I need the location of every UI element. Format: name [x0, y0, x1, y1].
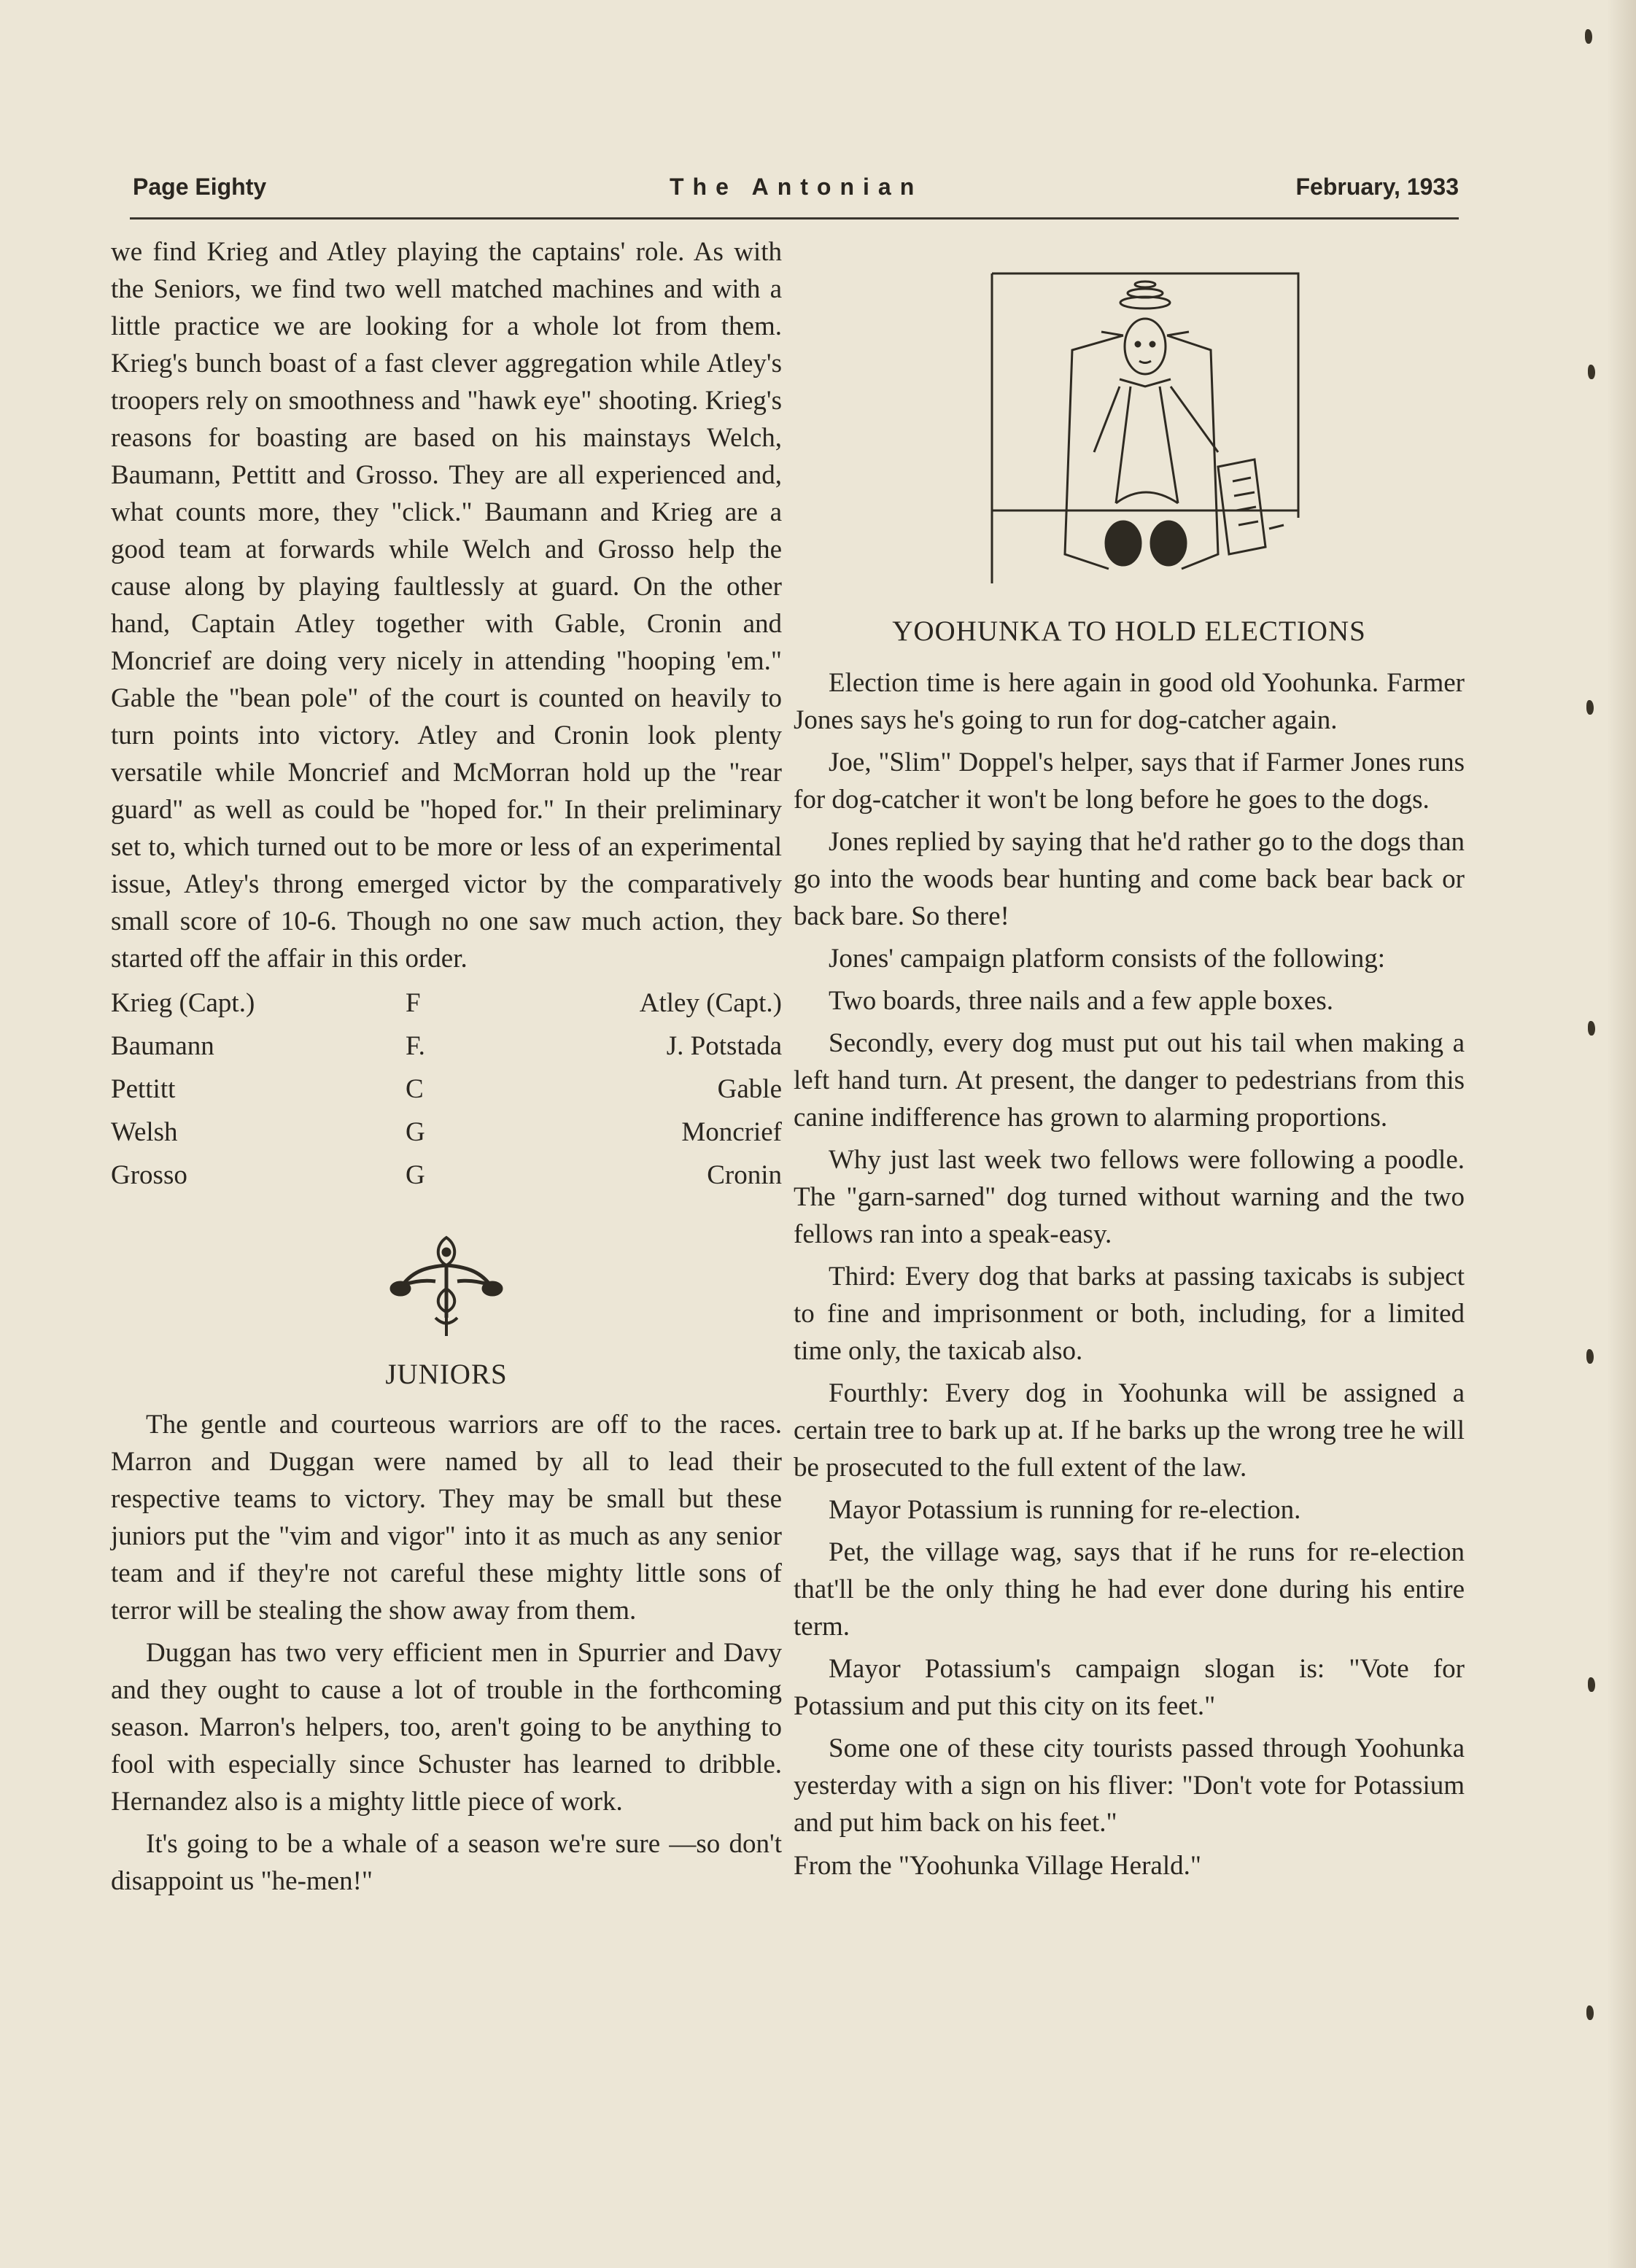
- page-edge-mark: [1586, 700, 1594, 715]
- elections-paragraph: Jones replied by saying that he'd rather go to the dogs than go into the woods bear hunting and come back bear back or back bare. So there!: [794, 827, 1465, 931]
- lineup-position: C: [406, 1074, 424, 1104]
- elections-paragraph: Joe, "Slim" Doppel's helper, says that if Farmer Jones runs for dog-catcher it won't be long before he goes to the dogs.: [794, 747, 1465, 815]
- lineup-table: [111, 982, 782, 1197]
- elections-paragraph: Two boards, three nails and a few apple boxes.: [829, 986, 1333, 1016]
- page-number: Page Eighty: [133, 174, 267, 200]
- lineup-left-player: Grosso: [111, 1160, 187, 1190]
- page-edge-mark: [1585, 29, 1592, 44]
- elections-paragraph: Election time is here again in good old Yoohunka. Farmer Jones says he's going to run for dog-catcher again.: [794, 668, 1465, 735]
- left-column: [111, 233, 782, 1900]
- elections-heading: YOOHUNKA TO HOLD ELECTIONS: [892, 615, 1366, 647]
- lineup-right-player: Moncrief: [681, 1117, 782, 1147]
- juniors-heading: JUNIORS: [385, 1359, 508, 1390]
- page-edge-mark: [1588, 365, 1595, 379]
- juniors-paragraph: Duggan has two very efficient men in Spurrier and Davy and they ought to cause a lot of trouble in the forthcoming season. Marron's helpers, too, aren't going to be anything to fool with especially since Schuster has learned to dribble. Hernandez also is a mighty little piece of work.: [111, 1638, 782, 1817]
- lineup-right-player: Cronin: [707, 1160, 782, 1190]
- floral-ornament: [384, 1230, 508, 1340]
- lineup-left-player: Welsh: [111, 1117, 178, 1147]
- elections-paragraph: Fourthly: Every dog in Yoohunka will be assigned a certain tree to bark up at. If he barks up the wrong tree he will be prosecuted to the full extent of the law.: [794, 1378, 1465, 1483]
- elections-paragraph: Pet, the village wag, says that if he runs for re-election that'll be the only thing he had ever done during his entire term.: [794, 1537, 1465, 1642]
- elections-paragraph: Third: Every dog that barks at passing taxicabs is subject to fine and imprisonment or both, including, for a limited time only, the taxicab also.: [794, 1262, 1465, 1366]
- lineup-right-player: J. Potstada: [666, 1031, 782, 1061]
- lineup-position: G: [406, 1160, 425, 1190]
- lineup-left-player: Krieg (Capt.): [111, 988, 255, 1018]
- page-edge-mark: [1586, 2005, 1594, 2020]
- juniors-paragraph: It's going to be a whale of a season we're sure —so don't disappoint us "he-men!": [111, 1829, 782, 1896]
- cartoon-illustration: [977, 263, 1313, 598]
- lineup-position: F.: [406, 1031, 425, 1061]
- right-column: [794, 613, 1465, 1884]
- elections-paragraph: Mayor Potassium is running for re-election.: [829, 1495, 1301, 1525]
- lineup-right-player: Gable: [717, 1074, 782, 1104]
- page-edge-mark: [1588, 1677, 1595, 1692]
- seniors-continued-paragraph: we find Krieg and Atley playing the captains' role. As with the Seniors, we find two well matched machines and with a little practice we are looking for a whole lot from them. Krieg's bunch boast of a fast clever aggregation while Atley's troopers rely on smoothness and "hawk eye" shooting. Krieg's reasons for boasting are based on his mainstays Welch, Baumann, Pettitt and Grosso. They are all experienced and, what counts more, they "click." Baumann and Krieg are a good team at forwards while Welch and Grosso help the cause along by playing faultlessly at guard. On the other hand, Captain Atley together with Gable, Cronin and Moncrief are doing very nicely in attending "hooping 'em." Gable the "bean pole" of the court is counted on heavily to turn points into victory. Atley and Cronin look plenty versatile while Moncrief and McMorran hold up the "rear guard" as well as could be "hoped for." In their preliminary set to, which turned out to be more or less of an experimental issue, Atley's throng emerged victor by the comparatively small score of 10-6. Though no one saw much action, they started off the affair in this order.: [111, 237, 782, 974]
- source-credit: From the "Yoohunka Village Herald.": [794, 1851, 1201, 1881]
- elections-paragraph: Some one of these city tourists passed through Yoohunka yesterday with a sign on his fliver: "Don't vote for Potassium and put him back on his feet.": [794, 1733, 1465, 1838]
- elections-paragraph: Mayor Potassium's campaign slogan is: "Vote for Potassium and put this city on its feet.": [794, 1654, 1465, 1721]
- lineup-right-player: Atley (Capt.): [639, 988, 782, 1018]
- lineup-position: G: [406, 1117, 425, 1147]
- page-header: [130, 169, 1459, 220]
- elections-paragraph: Secondly, every dog must put out his tail when making a left hand turn. At present, the danger to pedestrians from this canine indifference has grown to alarming proportions.: [794, 1028, 1465, 1133]
- lineup-position: F: [406, 988, 421, 1018]
- elections-paragraph: Jones' campaign platform consists of the following:: [829, 944, 1385, 974]
- lineup-left-player: Baumann: [111, 1031, 214, 1061]
- issue-date: February, 1933: [1295, 174, 1459, 200]
- page-edge-mark: [1588, 1021, 1595, 1036]
- page-edge-mark: [1586, 1349, 1594, 1364]
- magazine-title: The Antonian: [670, 174, 923, 200]
- lineup-left-player: Pettitt: [111, 1074, 176, 1104]
- elections-paragraph: Why just last week two fellows were following a poodle. The "garn-sarned" dog turned without warning and the two fellows ran into a speak-easy.: [794, 1145, 1465, 1249]
- paper-edge-shading: [1607, 0, 1636, 2268]
- juniors-paragraph: The gentle and courteous warriors are off to the races. Marron and Duggan were named by all to lead their respective teams to victory. They may be small but these juniors put the "vim and vigor" into it as much as any senior team and if they're not careful these mighty little sons of terror will be stealing the show away from them.: [111, 1410, 782, 1626]
